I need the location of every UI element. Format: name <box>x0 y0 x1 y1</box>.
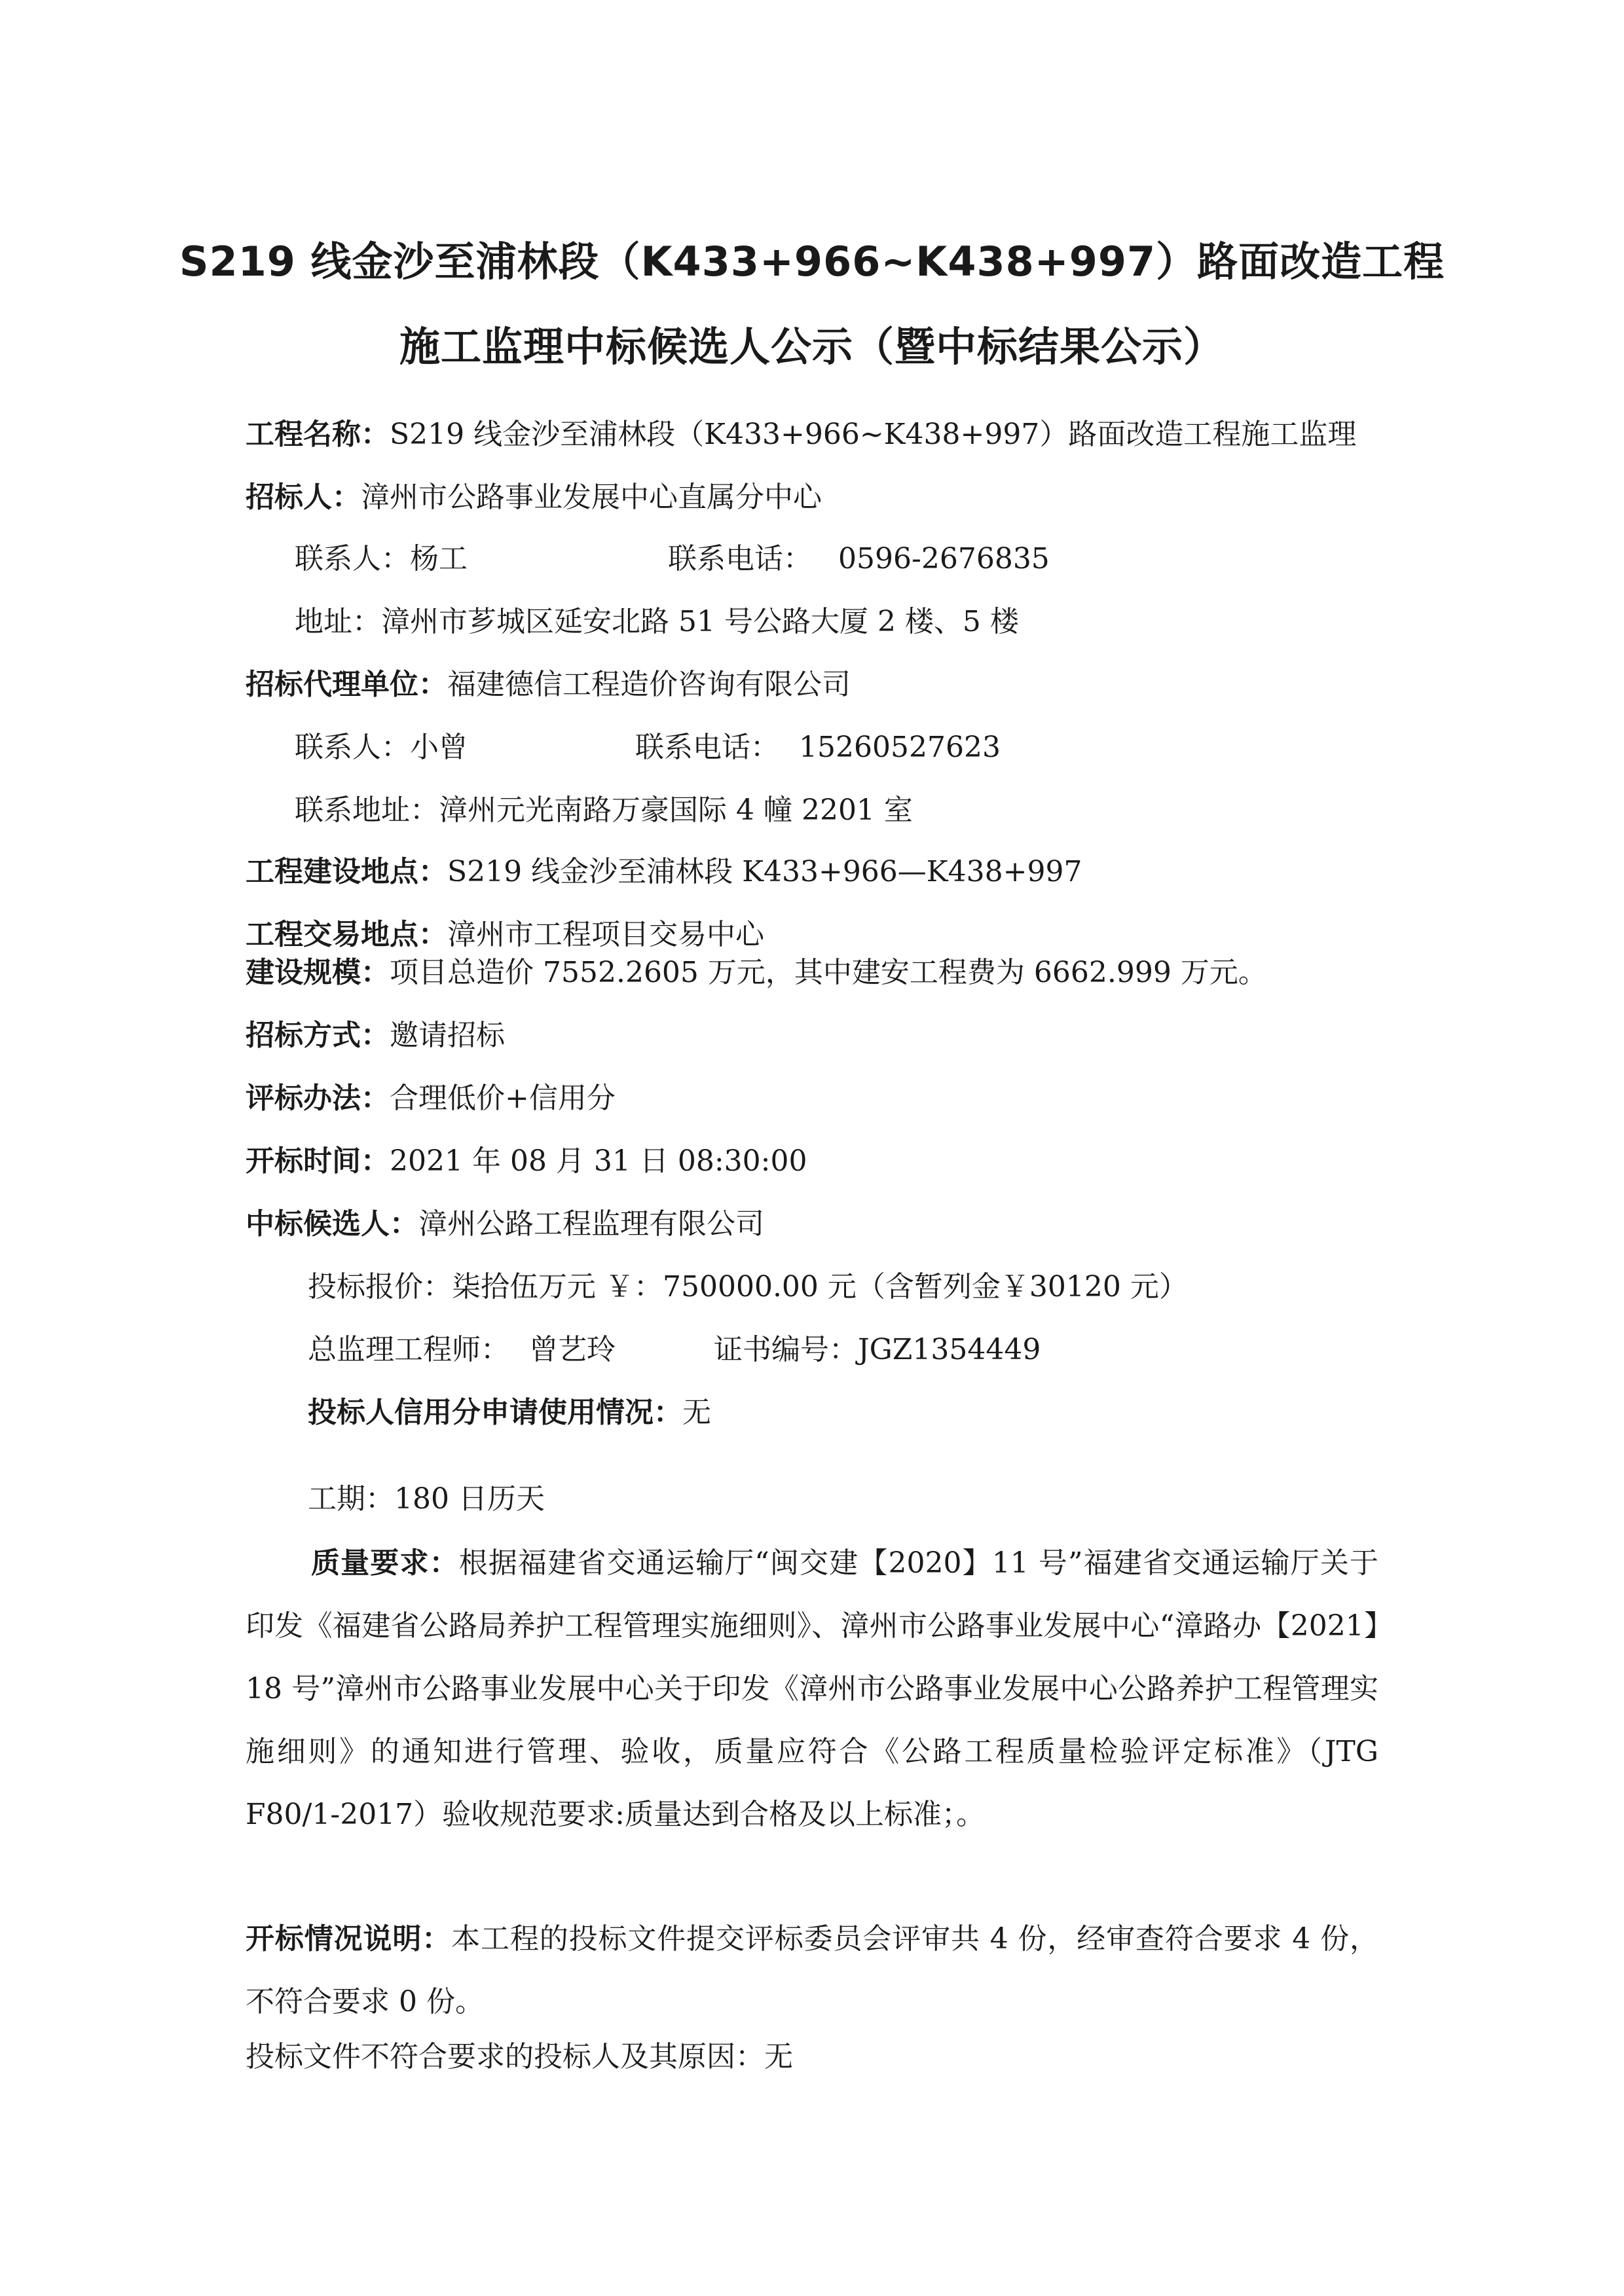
cert-label: 证书编号： <box>714 1333 858 1366</box>
opening-time-line <box>246 1142 807 1181</box>
tenderer-phone-label: 联系电话： <box>668 542 812 575</box>
title-line-1: S219 线金沙至浦林段（K433+966~K438+997）路面改造工程 <box>179 238 1445 285</box>
trading-place-line <box>246 915 764 955</box>
tenderer-contact-line <box>295 539 468 579</box>
agency-contact-value: 小曾 <box>410 731 468 764</box>
tenderer-label: 招标人： <box>246 481 361 514</box>
bid-price-value: 柒拾伍万元 ￥：750000.00 元（含暂列金￥30120 元） <box>452 1270 1188 1303</box>
tenderer-phone-value: 0596-2676835 <box>838 542 1050 575</box>
project-name-line <box>246 415 1356 454</box>
tenderer-phone-line <box>668 539 1050 579</box>
credit-value: 无 <box>682 1396 711 1429</box>
quality-label: 质量要求： <box>311 1546 459 1580</box>
evaluation-line <box>246 1079 616 1118</box>
credit-line <box>308 1393 711 1432</box>
noncompliant-label: 投标文件不符合要求的投标人及其原因： <box>246 2040 764 2073</box>
opening-note-paragraph <box>246 1908 1378 2033</box>
agency-phone-line <box>635 728 1001 767</box>
agency-address-label: 联系地址： <box>295 793 439 827</box>
tenderer-address-line <box>295 602 1019 642</box>
trading-place-label: 工程交易地点： <box>246 918 447 951</box>
cert-line <box>714 1330 1041 1370</box>
quality-value: 根据福建省交通运输厅“闽交建【2020】11 号”福建省交通运输厅关于印发《福建省公路局养护工程管理实施细则》、漳州市公路事业发展中心“漳路办【2021】18 号”漳州市公路事业发展中心关于印发《漳州市公路事业发展中心公路养护工程管理实施细则》的通知进行管理、验收，质量应符合《公路工程质量检验评定标准》（JTG F80/1-2017）验收规范要求:质量达到合格及以上标准；。 <box>246 1546 1379 1831</box>
agency-phone-value: 15260527623 <box>799 731 1001 764</box>
tenderer-contact-label: 联系人： <box>295 542 410 575</box>
site-label: 工程建设地点： <box>246 855 447 888</box>
chief-engineer-label: 总监理工程师： <box>308 1333 509 1366</box>
project-name-label: 工程名称： <box>246 418 390 451</box>
method-label: 招标方式： <box>246 1019 390 1052</box>
trading-place-value: 漳州市工程项目交易中心 <box>447 918 764 951</box>
opening-time-value: 2021 年 08 月 31 日 08:30:00 <box>390 1144 807 1178</box>
tenderer-address-label: 地址： <box>295 605 381 638</box>
scale-line <box>246 953 1267 993</box>
title-line-2: 施工监理中标候选人公示（暨中标结果公示） <box>399 323 1225 371</box>
agency-value: 福建德信工程造价咨询有限公司 <box>447 668 851 701</box>
tenderer-line <box>246 478 822 517</box>
noncompliant-value: 无 <box>764 2040 793 2073</box>
candidate-value: 漳州公路工程监理有限公司 <box>418 1207 764 1241</box>
agency-address-line <box>295 791 913 830</box>
duration-value: 180 日历天 <box>394 1482 545 1516</box>
evaluation-label: 评标办法： <box>246 1082 390 1115</box>
chief-engineer-line <box>308 1330 616 1370</box>
agency-contact-line <box>295 728 468 767</box>
bid-price-line <box>308 1267 1188 1307</box>
opening-note-value: 本工程的投标文件提交评标委员会评审共 4 份，经审查符合要求 4 份，不符合要求 0 份。 <box>246 1922 1379 2018</box>
candidate-label: 中标候选人： <box>246 1207 418 1241</box>
duration-line <box>308 1480 545 1519</box>
bid-price-label: 投标报价： <box>308 1270 452 1303</box>
tenderer-contact-value: 杨工 <box>410 542 468 575</box>
scale-label: 建设规模： <box>246 956 390 989</box>
candidate-line <box>246 1205 764 1244</box>
opening-note-label: 开标情况说明： <box>246 1922 452 1956</box>
project-name-value: S219 线金沙至浦林段（K433+966~K438+997）路面改造工程施工监理 <box>390 418 1357 451</box>
method-line <box>246 1016 505 1055</box>
method-value: 邀请招标 <box>390 1019 505 1052</box>
site-value: S219 线金沙至浦林段 K433+966—K438+997 <box>447 855 1082 888</box>
scale-value: 项目总造价 7552.2605 万元，其中建安工程费为 6662.999 万元。 <box>390 956 1267 989</box>
quality-paragraph <box>246 1532 1378 1846</box>
tenderer-value: 漳州市公路事业发展中心直属分中心 <box>361 481 822 514</box>
opening-time-label: 开标时间： <box>246 1144 390 1178</box>
chief-engineer-value: 曾艺玲 <box>529 1333 616 1366</box>
agency-contact-label: 联系人： <box>295 731 410 764</box>
agency-address-value: 漳州元光南路万豪国际 4 幢 2201 室 <box>439 793 913 827</box>
agency-label: 招标代理单位： <box>246 668 447 701</box>
agency-line <box>246 665 851 704</box>
site-line <box>246 852 1082 892</box>
cert-value: JGZ1354449 <box>858 1333 1041 1366</box>
evaluation-value: 合理低价+信用分 <box>390 1082 616 1115</box>
agency-phone-label: 联系电话： <box>635 731 779 764</box>
credit-label: 投标人信用分申请使用情况： <box>308 1396 682 1429</box>
noncompliant-line <box>246 2037 793 2077</box>
duration-label: 工期： <box>308 1482 394 1516</box>
tenderer-address-value: 漳州市芗城区延安北路 51 号公路大厦 2 楼、5 楼 <box>381 605 1019 638</box>
